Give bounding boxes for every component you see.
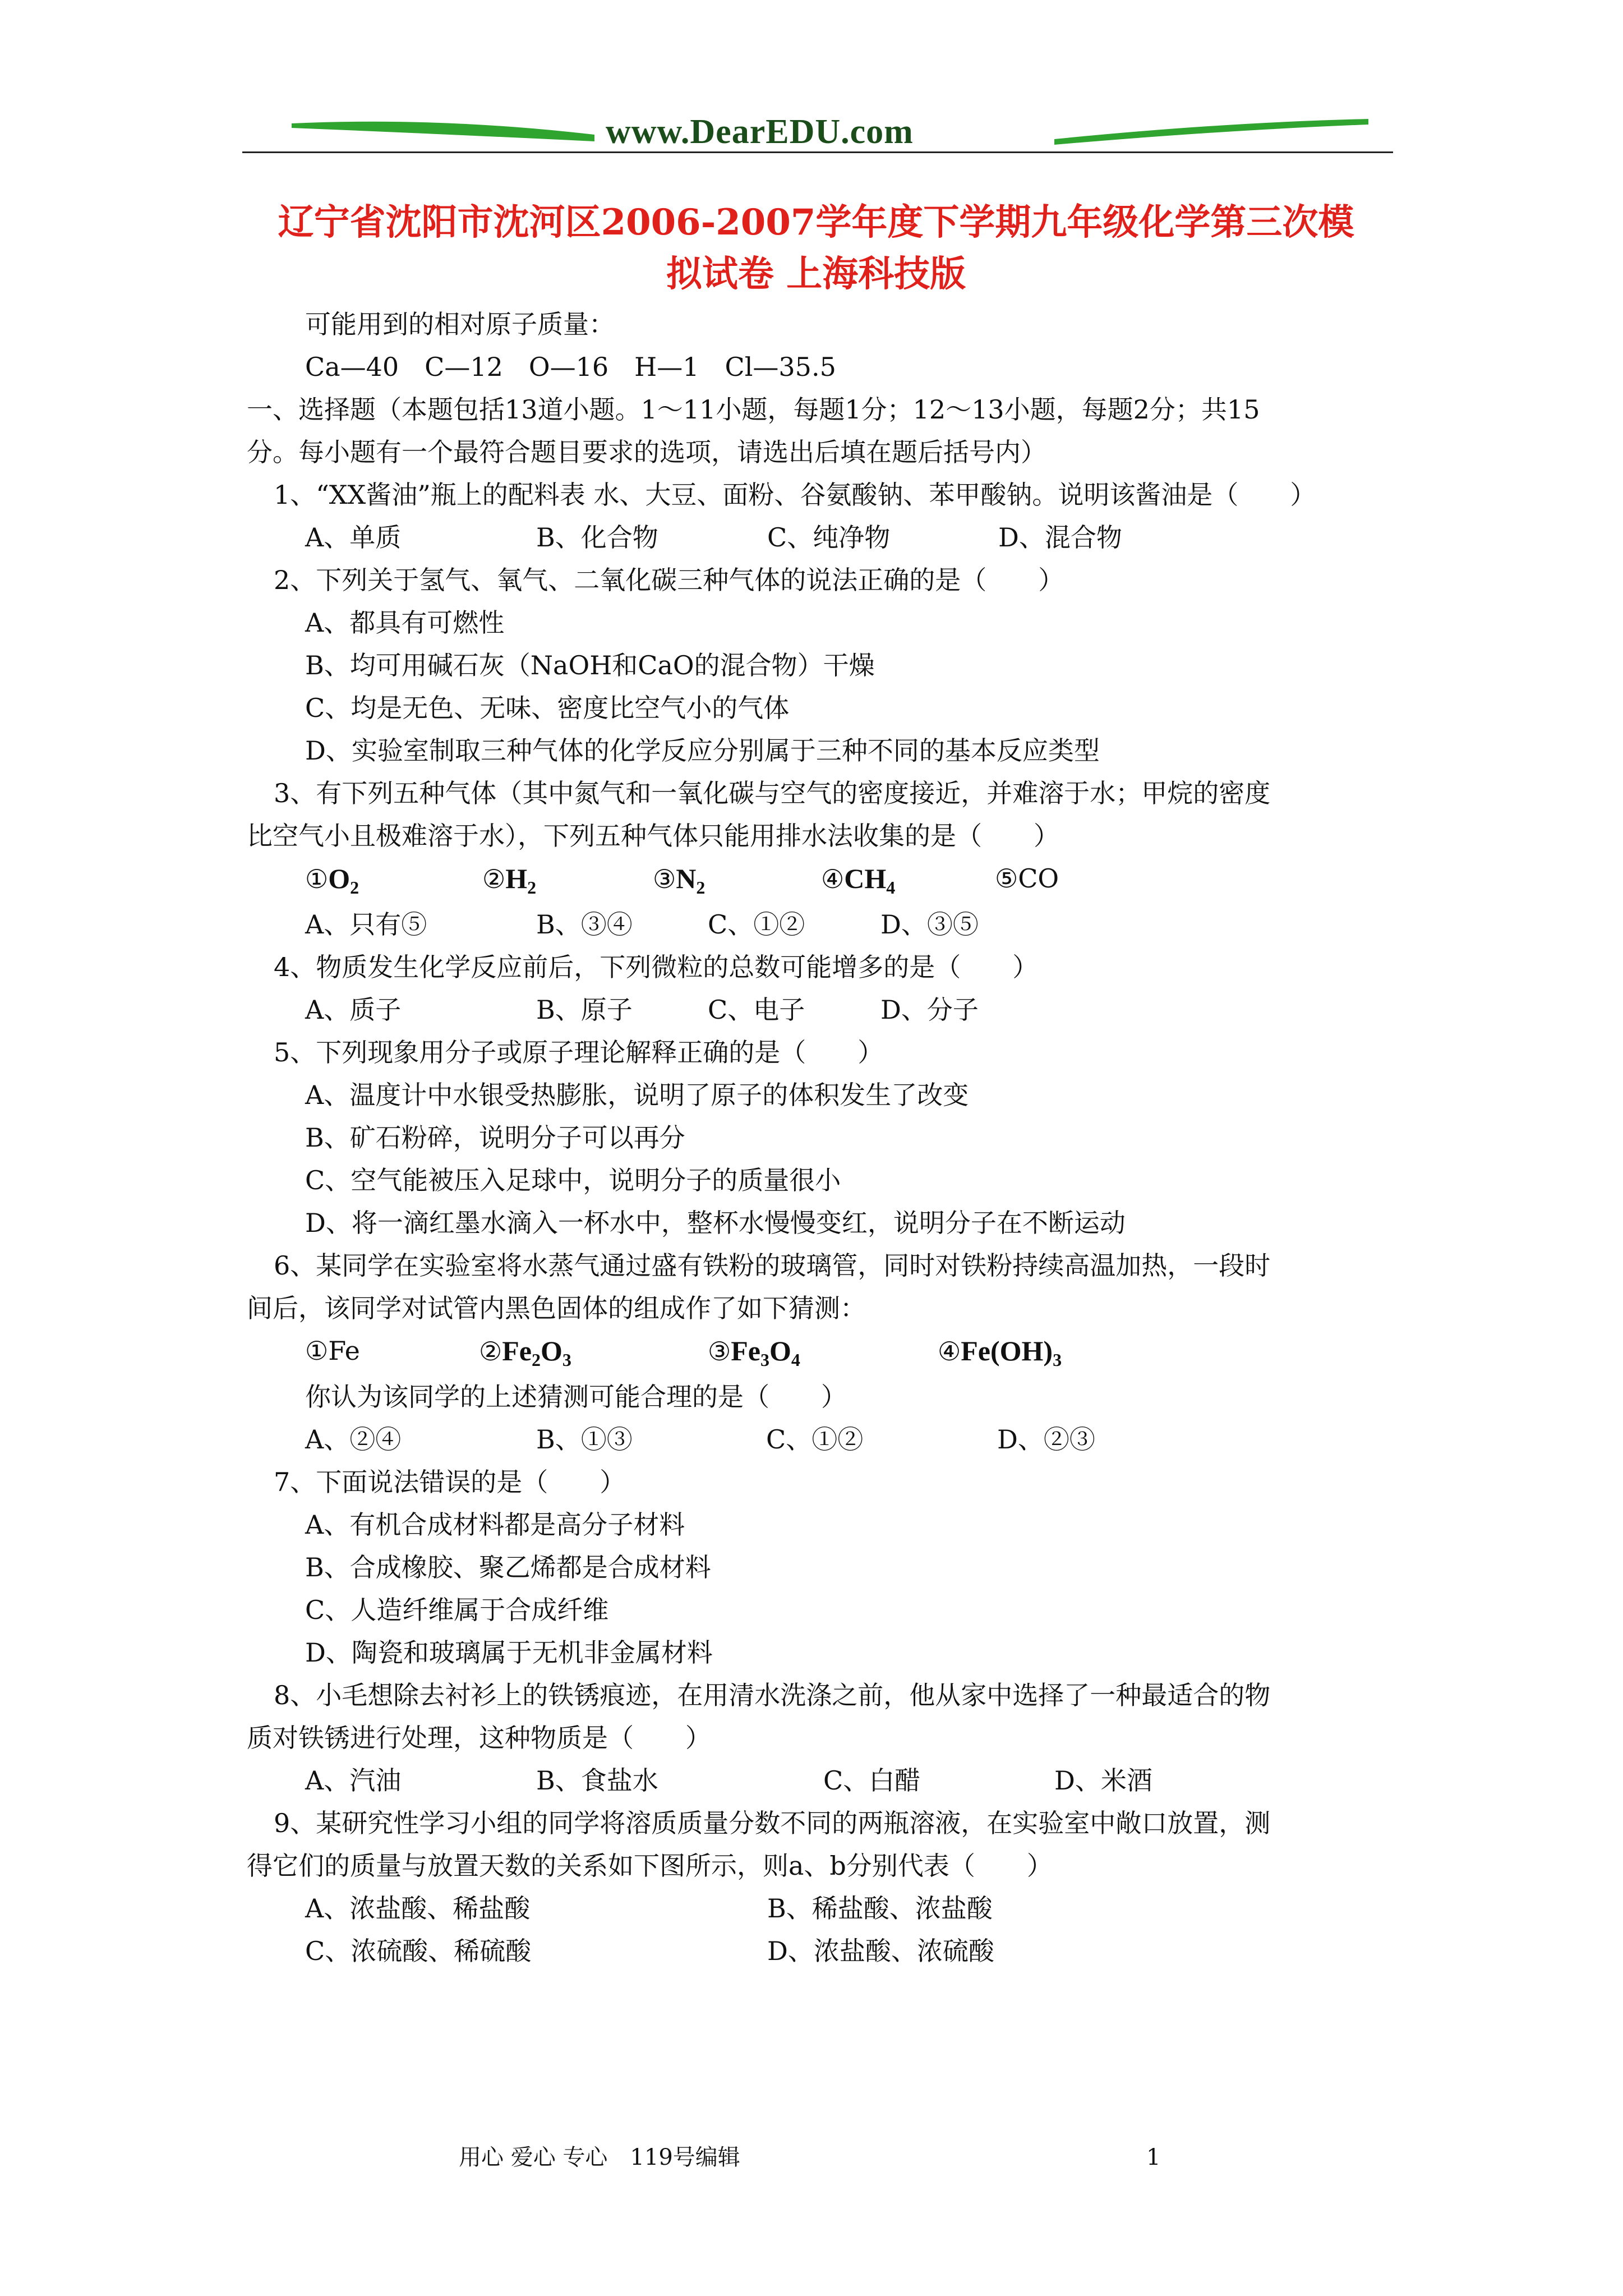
q3-gas-3: [653, 862, 705, 904]
q4-option-d: D、分子: [880, 995, 979, 1025]
q3-gas-4-mark: ④: [821, 864, 845, 894]
q5-option-c: C、空气能被压入足球中，说明分子的质量很小: [305, 1165, 841, 1195]
q3-gas-4-formula: $CH_4$: [844, 863, 896, 898]
q4-stem: 4、物质发生化学反应前后，下列微粒的总数可能增多的是（ ）: [274, 952, 1039, 982]
q3-gas-2-formula: $H_2$: [505, 863, 537, 898]
q9-option-a: A、浓盐酸、稀盐酸: [305, 1893, 531, 1924]
q3-stem-line2: 比空气小且极难溶于水），下列五种气体只能用排水法收集的是（ ）: [247, 821, 1059, 851]
q8-stem-line2: 质对铁锈进行处理，这种物质是（ ）: [247, 1723, 711, 1753]
q2-option-a: A、都具有可燃性: [305, 608, 505, 638]
q6-option-a: A、②④: [305, 1424, 402, 1455]
q6-option-d: D、②③: [997, 1424, 1095, 1455]
q4-option-a: A、质子: [305, 995, 402, 1025]
q2-stem: 2、下列关于氢气、氧气、二氧化碳三种气体的说法正确的是（ ）: [274, 565, 1064, 595]
q3-gas-1-formula: $O_2$: [328, 863, 359, 898]
q5-option-a: A、温度计中水银受热膨胀，说明了原子的体积发生了改变: [305, 1080, 969, 1110]
section1-intro-line2: 分。每小题有一个最符合题目要求的选项，请选出后填在题后括号内）: [247, 437, 1046, 467]
q2-option-c: C、均是无色、无味、密度比空气小的气体: [305, 693, 790, 723]
q6-option-b: B、①③: [536, 1424, 633, 1455]
footer-text: 用心 爱心 专心 119号编辑: [459, 2145, 740, 2170]
q6-stem-line2: 间后，该同学对试管内黑色固体的组成作了如下猜测：: [247, 1293, 866, 1323]
q9-stem-line1: 9、某研究性学习小组的同学将溶质质量分数不同的两瓶溶液，在实验室中敞口放置，测: [274, 1808, 1271, 1838]
q2-option-d: D、实验室制取三种气体的化学反应分别属于三种不同的基本反应类型: [305, 735, 1100, 766]
q3-gas-3-formula: $N_2$: [676, 863, 706, 898]
q4-option-c: C、电子: [708, 995, 805, 1025]
q3-gas-4: [821, 862, 895, 904]
q9-option-c: C、浓硫酸、稀硫酸: [305, 1936, 532, 1966]
q6-option-c: C、①②: [766, 1424, 864, 1455]
header-rule: [242, 151, 1393, 153]
header-logo: [292, 111, 1368, 151]
q3-option-a: A、只有⑤: [305, 909, 427, 940]
q5-option-d: D、将一滴红墨水滴入一杯水中，整杯水慢慢变红，说明分子在不断运动: [305, 1208, 1126, 1238]
q8-option-a: A、汽油: [305, 1765, 402, 1796]
q6-guess-4-formula: $Fe(OH)_3$: [961, 1335, 1062, 1370]
q3-gas-1: [305, 862, 359, 904]
q9-option-d: D、浓盐酸、浓硫酸: [767, 1936, 994, 1966]
q3-gas-2: [482, 862, 536, 904]
q1-option-a: A、单质: [305, 522, 402, 553]
q5-stem: 5、下列现象用分子或原子理论解释正确的是（ ）: [274, 1037, 884, 1068]
q9-option-b: B、稀盐酸、浓盐酸: [767, 1893, 993, 1924]
q6-stem-line1: 6、某同学在实验室将水蒸气通过盛有铁粉的玻璃管，同时对铁粉持续高温加热，一段时: [274, 1250, 1271, 1281]
page-title-line2: 拟试卷 上海科技版: [666, 253, 966, 295]
q1-option-c: C、纯净物: [767, 522, 891, 553]
q3-gas-1-mark: ①: [305, 864, 329, 894]
logo-text: www.DearEDU.com: [606, 113, 914, 151]
q7-option-d: D、陶瓷和玻璃属于无机非金属材料: [305, 1637, 713, 1668]
q5-option-b: B、矿石粉碎，说明分子可以再分: [305, 1122, 685, 1153]
q8-option-d: D、米酒: [1054, 1765, 1152, 1796]
q1-option-d: D、混合物: [998, 522, 1122, 553]
q6-guess-3: [708, 1334, 800, 1377]
q3-gas-2-mark: ②: [482, 864, 506, 894]
atomic-mass-label: 可能用到的相对原子质量：: [305, 309, 615, 339]
q6-guess-3-formula: $Fe_3O_4$: [731, 1335, 800, 1370]
q8-option-b: B、食盐水: [536, 1765, 658, 1796]
q3-option-c: C、①②: [708, 909, 805, 940]
q6-guess-2-mark: ②: [479, 1336, 502, 1366]
q6-guess-4: [938, 1334, 1062, 1377]
q3-stem-line1: 3、有下列五种气体（其中氮气和一氧化碳与空气的密度接近，并难溶于水；甲烷的密度: [274, 778, 1271, 808]
q3-option-b: B、③④: [536, 909, 633, 940]
q1-stem: 1、“XX酱油”瓶上的配料表 水、大豆、面粉、谷氨酸钠、苯甲酸钠。说明该酱油是（ ）: [274, 480, 1316, 510]
page-title-line1: 辽宁省沈阳市沈河区2006-2007学年度下学期九年级化学第三次模: [278, 201, 1354, 243]
q3-option-d: D、③⑤: [880, 909, 979, 940]
q6-guess-3-mark: ③: [708, 1336, 731, 1366]
atomic-mass-values: Ca—40 C—12 O—16 H—1 Cl—35.5: [305, 352, 836, 382]
logo-swoosh-left-icon: [292, 111, 594, 151]
q6-ask: 你认为该同学的上述猜测可能合理的是（ ）: [305, 1382, 847, 1412]
q6-guess-2-formula: $Fe_2O_3$: [502, 1335, 571, 1370]
q7-option-b: B、合成橡胶、聚乙烯都是合成材料: [305, 1552, 711, 1582]
q7-stem: 7、下面说法错误的是（ ）: [274, 1467, 626, 1497]
logo-swoosh-right-icon: [1054, 111, 1368, 151]
q3-gas-3-mark: ③: [653, 864, 676, 894]
section1-intro-line1: 一、选择题（本题包括13道小题。1～11小题，每题1分；12～13小题，每题2分；共15: [247, 394, 1260, 425]
q8-option-c: C、白醋: [823, 1765, 921, 1796]
q6-guess-2: [479, 1334, 571, 1377]
q7-option-a: A、有机合成材料都是高分子材料: [305, 1510, 685, 1540]
q1-option-b: B、化合物: [536, 522, 658, 553]
q3-gas-5: ⑤CO: [995, 863, 1059, 894]
q7-option-c: C、人造纤维属于合成纤维: [305, 1595, 609, 1625]
q9-stem-line2: 得它们的质量与放置天数的关系如下图所示，则a、b分别代表（ ）: [247, 1851, 1053, 1881]
q2-option-b: B、均可用碱石灰（NaOH和CaO的混合物）干燥: [305, 650, 875, 680]
q6-guess-1: ①Fe: [305, 1336, 360, 1366]
page-number: 1: [1146, 2145, 1161, 2170]
q4-option-b: B、原子: [536, 995, 633, 1025]
q8-stem-line1: 8、小毛想除去衬衫上的铁锈痕迹，在用清水洗涤之前，他从家中选择了一种最适合的物: [274, 1680, 1271, 1710]
q6-guess-4-mark: ④: [938, 1336, 961, 1366]
